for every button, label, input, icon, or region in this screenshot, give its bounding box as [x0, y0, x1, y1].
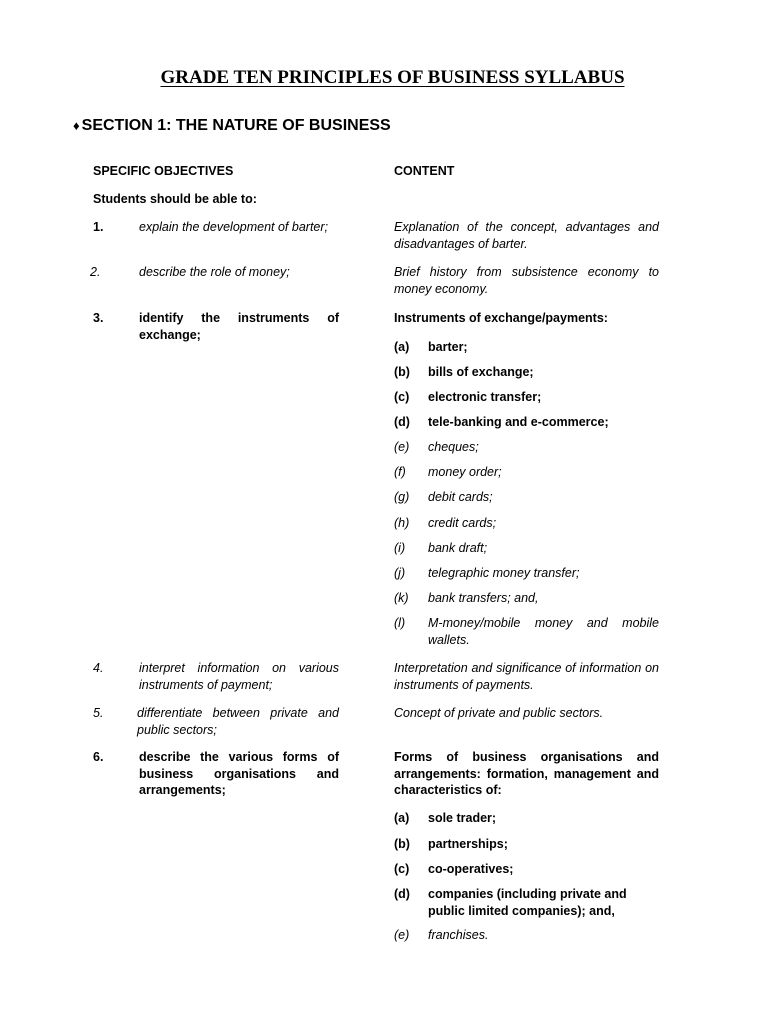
list-letter: (a) [394, 811, 410, 825]
list-item: co-operatives; [428, 862, 514, 876]
content-text: Concept of private and public sectors. [394, 706, 604, 720]
list-item: M-money/mobile money and mobile wallets. [428, 616, 659, 647]
list-letter: (a) [394, 340, 410, 354]
content-text: Brief history from subsistence economy to money economy. [394, 265, 659, 296]
list-letter: (k) [394, 591, 409, 605]
list-letter: (e) [394, 440, 410, 454]
objective-text: interpret information on various instruments of payment; [139, 661, 339, 692]
objective-number: 5. [93, 706, 104, 720]
list-letter: (b) [394, 365, 410, 379]
list-item: money order; [428, 465, 502, 479]
list-letter: (g) [394, 490, 410, 504]
content-text: Explanation of the concept, advantages and disadvantages of barter. [394, 220, 659, 251]
list-item: debit cards; [428, 490, 493, 504]
section-title: SECTION 1: THE NATURE OF BUSINESS [81, 117, 391, 134]
list-letter: (d) [394, 887, 410, 901]
list-letter: (c) [394, 390, 410, 404]
list-item: telegraphic money transfer; [428, 566, 580, 580]
diamond-bullet-icon: ♦ [73, 118, 80, 133]
list-letter: (b) [394, 837, 410, 851]
document-title: GRADE TEN PRINCIPLES OF BUSINESS SYLLABUS [160, 67, 625, 88]
objective-number: 2. [90, 265, 101, 279]
list-item: companies (including private and public limited companies); and, [428, 887, 627, 918]
intro-text: Students should be able to: [93, 192, 257, 206]
content-text: Instruments of exchange/payments: [394, 311, 608, 325]
list-item: bank draft; [428, 541, 488, 555]
list-letter: (e) [394, 928, 410, 942]
list-item: cheques; [428, 440, 479, 454]
objective-number: 4. [93, 661, 104, 675]
list-item: barter; [428, 340, 468, 354]
list-letter: (l) [394, 616, 406, 630]
content-text: Forms of business organisations and arrangements: formation, management and characteristics of: [394, 750, 659, 798]
objective-text: identify the instruments of exchange; [139, 311, 339, 342]
objective-number: 6. [93, 750, 104, 764]
list-letter: (h) [394, 516, 410, 530]
objective-text: explain the development of barter; [139, 220, 329, 234]
header-content: CONTENT [394, 164, 455, 178]
list-item: credit cards; [428, 516, 497, 530]
list-letter: (c) [394, 862, 410, 876]
list-item: franchises. [428, 928, 489, 942]
objective-number: 3. [93, 311, 104, 325]
list-letter: (j) [394, 566, 406, 580]
section-heading [73, 117, 391, 135]
list-item: bank transfers; and, [428, 591, 539, 605]
list-letter: (f) [394, 465, 406, 479]
list-item: electronic transfer; [428, 390, 542, 404]
list-item: bills of exchange; [428, 365, 534, 379]
header-specific-objectives: SPECIFIC OBJECTIVES [93, 164, 234, 178]
list-letter: (d) [394, 415, 410, 429]
objective-text: describe the role of money; [139, 265, 290, 279]
content-text: Interpretation and significance of information on instruments of payments. [394, 661, 659, 692]
list-item: partnerships; [428, 837, 508, 851]
list-item: sole trader; [428, 811, 497, 825]
list-item: tele-banking and e-commerce; [428, 415, 609, 429]
objective-number: 1. [93, 220, 104, 234]
list-letter: (i) [394, 541, 406, 555]
objective-text: describe the various forms of business organisations and arrangements; [139, 750, 339, 798]
objective-text: differentiate between private and public sectors; [137, 706, 339, 737]
